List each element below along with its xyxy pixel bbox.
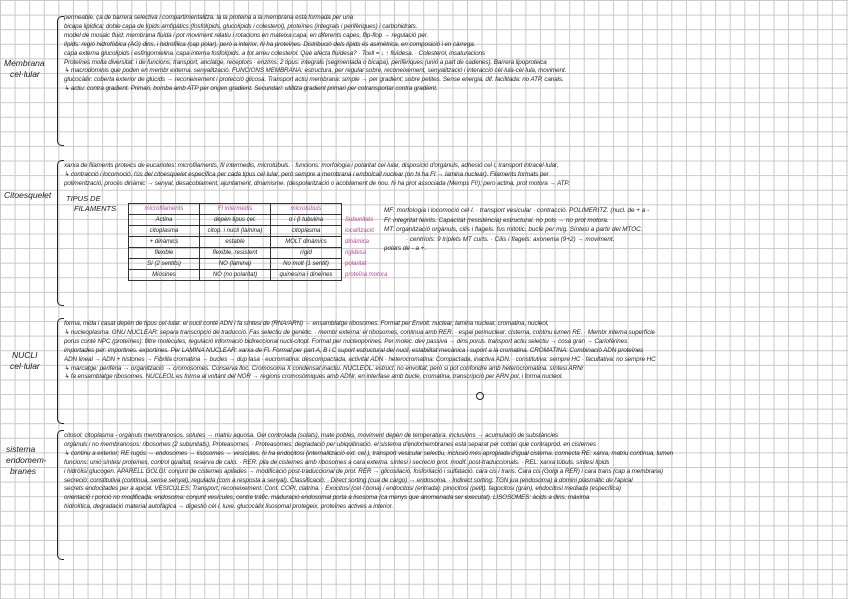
table-cell: quinesina i dineïnes [271,270,342,281]
table-header-row [129,204,403,215]
property-label: polaritat [345,261,367,267]
text-line: ↳ continu a exterior; RE rugós → endosomes → lisosomes → vesícules. hi ha endocitosi (internalització ext. cel.), transport vesicular selectiu, inclusió més apropiada d'igual cisterna. connecta RE: xarxa, matriu contínua, lumen [64,449,674,457]
label-line: cel·lular [10,69,40,79]
section-brace [57,430,64,560]
label-line: branes [10,466,36,476]
table-cell: depèn tipus cel. [200,215,271,226]
table-row [129,237,403,248]
text-line: xarxa de filaments proteics de eucariotes: microfilaments, fil intermedis, microtúbuls. · funcions: morfologia i polaritat cel·lular, disposició d'orgànuls, adhesió cel·l, transport intracel·lular, [64,162,559,169]
table-cell: NO (no polaritat) [200,270,271,281]
table-cell: No molt (1 sentit) [271,259,342,270]
section-text-nucli [64,320,842,382]
table-header: microtúbuls [271,204,342,215]
table-cell: citoplasma [271,226,342,237]
text-line: secrets endocitades per a apical. VESÍCULES: Transport, reconeixement. Cont. COPI, clatrina. · Exocitosi (cel·l bona) i endocitosi (entrada): pinocitosi (petit), fagocitosi (gran), endocitosi mediada (específica) [64,485,621,493]
property-label: Subunitats [345,217,374,223]
table-cell: estable [200,237,271,248]
text-line: forma, mida i casat depèn de tipus cel·lular. el nucli conté ADN i fa síntesi de (RNA/ARN) → ensamblatge ribosomes. Format per Envolt. nuclear, lamina nuclear, cromatina, nucleol, [64,320,549,327]
table-row [129,215,403,226]
table-row [129,248,403,259]
text-line: ↳ marcatge: perifèria → organització → cromosomes. Conserva lloc. Cromosoma X condensat inactiu. NUCLEOL: estruct. no envoltat, però si pot confondre amb heterocromatina. síntesi ARNr [64,364,584,372]
text-line: polimerització, procés dinàmic → senyal, desacoblament, ajuntament, dinamisme. (despolarització o acoblament de nou. hi ha prot associada (Memps FI!); pero actina, prot motora → ATP. [64,179,570,187]
note-line: MF: morfologia i locomoció cel·l. · transport vesicular · contracció. POLIMERITZ. (nucl. de + a - [384,207,650,214]
section-label-endomembranes [6,444,54,477]
table-cell: flexible, resistent [200,248,271,259]
section-text-membrana [64,14,842,94]
table-cell: Miosines [129,270,200,281]
section-label-citoesquelet [4,190,58,201]
text-line: secreció: constitutiva (contínua, sense senyal), regulada (com a resposta a senyal). Classificació: · Direct sorting (cua de cargo) → endosoma. · Indirect sorting: TGN jua (endosoma) a domini plasmàtic de l'apical [64,476,633,484]
title-line: TIPUS DE [66,194,101,203]
table-row [129,259,403,270]
table-cell: citoplasma [129,226,200,237]
table-cell: + dinàmics [129,237,200,248]
table-header: microfilaments [129,204,200,215]
nucleolus-circle-icon [476,392,484,400]
text-line: orgànuls i no membranosos: ribosomes (2 subunitats), Proteasomes. · Proteasomes: degradació per ubiquitinació. el sistema d'endomembranes està separat per cotrari que contraprod. en cisternes [64,440,596,448]
text-line: lípids: regió hidrofòbica (AG) dins, i hidrofílica (cap polar), però a interior, hi ha proteïnes. Distribució dels lípids és asimètrica, en composició i en càrrega. [64,40,476,48]
text-line: bicapa lipídica; doble capa de lípids amfipàtics (fosfolípids, glucolípids i colesterol), proteïnes (integrals i perifèriques) i carbohidrats. [64,22,418,30]
table-cell: flexible [129,248,200,259]
property-label: proteïna motora [345,272,388,278]
table-cell: rígid [271,248,342,259]
note-line: FI: integritat teixits. Capacitat (resistència) estructural. no pols → no prot motora. [384,216,609,224]
table-cell: MOLT dinàmics [271,237,342,248]
filament-comparison-table [128,203,403,281]
filament-types-title [66,194,116,214]
section-brace [57,318,64,424]
section-text-citoesquelet [64,162,842,189]
text-line: funcions: unió síntesi proteïnes, control qualitat, reserva de calci. · RER: pila de cisternes amb ribosomes a cara externa. síntesi i secreció prot. modif. post-traduccionals. · REL: xarxa túbuls. síntesi lípids [64,458,610,466]
text-line: citosol: citoplasma - orgànuls membranosos. solutes → matriu aquosa. Gel controlada (solats), mate pobles, moviment depèn de temperatura. inclusions → acumulació de substàncies [64,432,559,439]
label-line: Membrana [4,58,45,68]
table-row [129,270,403,281]
label-line: sistema [6,444,36,454]
note-line: polars de - a +. [384,245,427,252]
text-line: ADN lineal → ADN + histones → Fibrilla cromatina → bucles → dup lasa · eucromatina: descompactada, activitat ADN · heterocromatina: Compactada, inactiva ADN. · constitutiva: sempre HC · facultativa: no sempre HC [64,355,656,363]
section-label-nucli [6,350,54,372]
property-label: rigidesa [345,250,367,256]
text-line: ↳ fa ensamblatge ribosomes. NUCLEOL es forma al voltant del NOR → regions cromosòmiques amb ADNr, en interfase amb bucle, cromatina, transcripció per ARN pol, i forma nucleol. [64,373,563,381]
label-line: cel·lular [10,361,40,371]
section-brace [57,160,64,306]
text-line: ↳ actiu: contra gradient. Primari, bomba amb ATP per origen gradient. Secundari: utilitza gradient primari per cotransportar contra gradient. [64,85,438,93]
text-line: Proteïnes molta diversitat: i de funcions; transport, anclatge, receptors · enzims. 2 tipus: integrals (segmentada o bicapa), perifèriques (unió a part de cadenes). Barrera lipoproteica [64,58,547,66]
table-cell: Sí (2 sentits) [129,259,200,270]
label-line: NUCLI [12,350,38,360]
text-line: model de mosaic fluid: membrana fluida i pot moviment relatiu i rotacions en mateixa capa. en diferents capes, flip-flop → regulació per. [64,31,429,39]
property-label: localització [345,228,375,234]
text-line: ↳ macrodominis que poden en membr externa. senyalització. FUNCIONS MEMBRANA: estructura, per regular sobre, reconeixement, senyalització i interacció cèl·lula-cèl·lula, moviment. [64,67,567,75]
text-line: capa externa glucolípids i esfingomielina. capa interna fosfolípids. a tot arreu colesterol. Què afecta fluïdesa? · Tcell = ↓ ↑ fluïdesa. · Colesterol, insaturacions [64,49,485,57]
note-line: MT: organització orgànuls, cilis i flagels. fus mitòtic. bucle per mig. Síntesi a partir del MTOC. [384,226,643,233]
table-header: FI intermedis [200,204,271,215]
label-line: endomem- [6,455,47,465]
property-label: dinàmica [345,239,370,245]
title-line: FILAMENTS [74,204,117,213]
label-line: Citoesquelet [4,190,52,200]
note-line: · centríols: 9 triplets MT curts. · Cilis i flagels: axonema (9+2) → moviment. [406,235,615,243]
table-row [129,226,403,237]
table-cell: citop. i nucli (làmina) [200,226,271,237]
text-line: ↳ nucleoplasma. GNU NUCLEAR: separa transcripció de traducció. Fas selectiu de genètic. · membr externa: el ribosomes, continua amb RER. · espai perinuclear: cisterna, continu lumen RE. · Membr interna superfície [64,328,655,336]
section-label-membrana [4,58,56,80]
text-line: permeable. ça de barrera selectiva i compartimentalitza. la la proteina a la membrana està formada per una [64,14,354,21]
text-line: porus conté NPC (proteïnes): filtre molècules, regulació informació bidireccional nucli-citopl. Format per nucleoporines. Per molec. dev passiva → dins porus. transport actiu selectiu → cosa gran → Cariofèrines [64,337,628,345]
section-text-endomembranes [64,432,842,512]
text-line: ↳ contracció i locomoció. l'ús del citoesquelet específica per cada tipus cel·lular, però sempre a membrana i embolcall nuclear (on hi ha FI → lamina nuclear). Filaments formats per [64,170,549,178]
table-cell: NO (lamina) [200,259,271,270]
filament-notes [384,206,842,254]
text-line: hidrolítica, degradació material autofàgica → digestió cèl·l. luxe. glucocàlix lisosomal protegeix, proteïnes actives a interior. [64,503,394,511]
text-line: importades per: importines. exportines. Per LAMINA NUCLEAR: xarxa de FI. Format per part A, B i C suport estructural del nucli, estabilitat mecànica i suport a la cromatina. CROMATINA: Combinació ADN proteïnes [64,346,644,354]
table-cell: α i β tubulina [271,215,342,226]
text-line: orientació i porció no modificada. endosoma: conjunt vesícules, centre tràfic. maduració endosomal porta a lisosoma (ca menys que anomenada ser executat). LISOSOMES: àcids a dins, màxima [64,494,590,502]
section-brace [57,16,64,146]
text-line: glucocàlix: coberta exterior de glúcids → reconeixement i protecció glicosa. Transport actiu membrana: simple → per gradient; sobre petites. Sense energia. dif. facilitada: no ATP, canals. [64,76,564,84]
text-line: i hidròlisi glucogen. APARELL GOLGI: conjunt de cisternes apilades → modificació post-traduccional de prot. RER → glicosilació, fosforilació i sulfatació. cara cis i trans. Cara cis (Golgi a RER) i cara trans (cap a membrana) [64,467,663,475]
table-cell: Actina [129,215,200,226]
